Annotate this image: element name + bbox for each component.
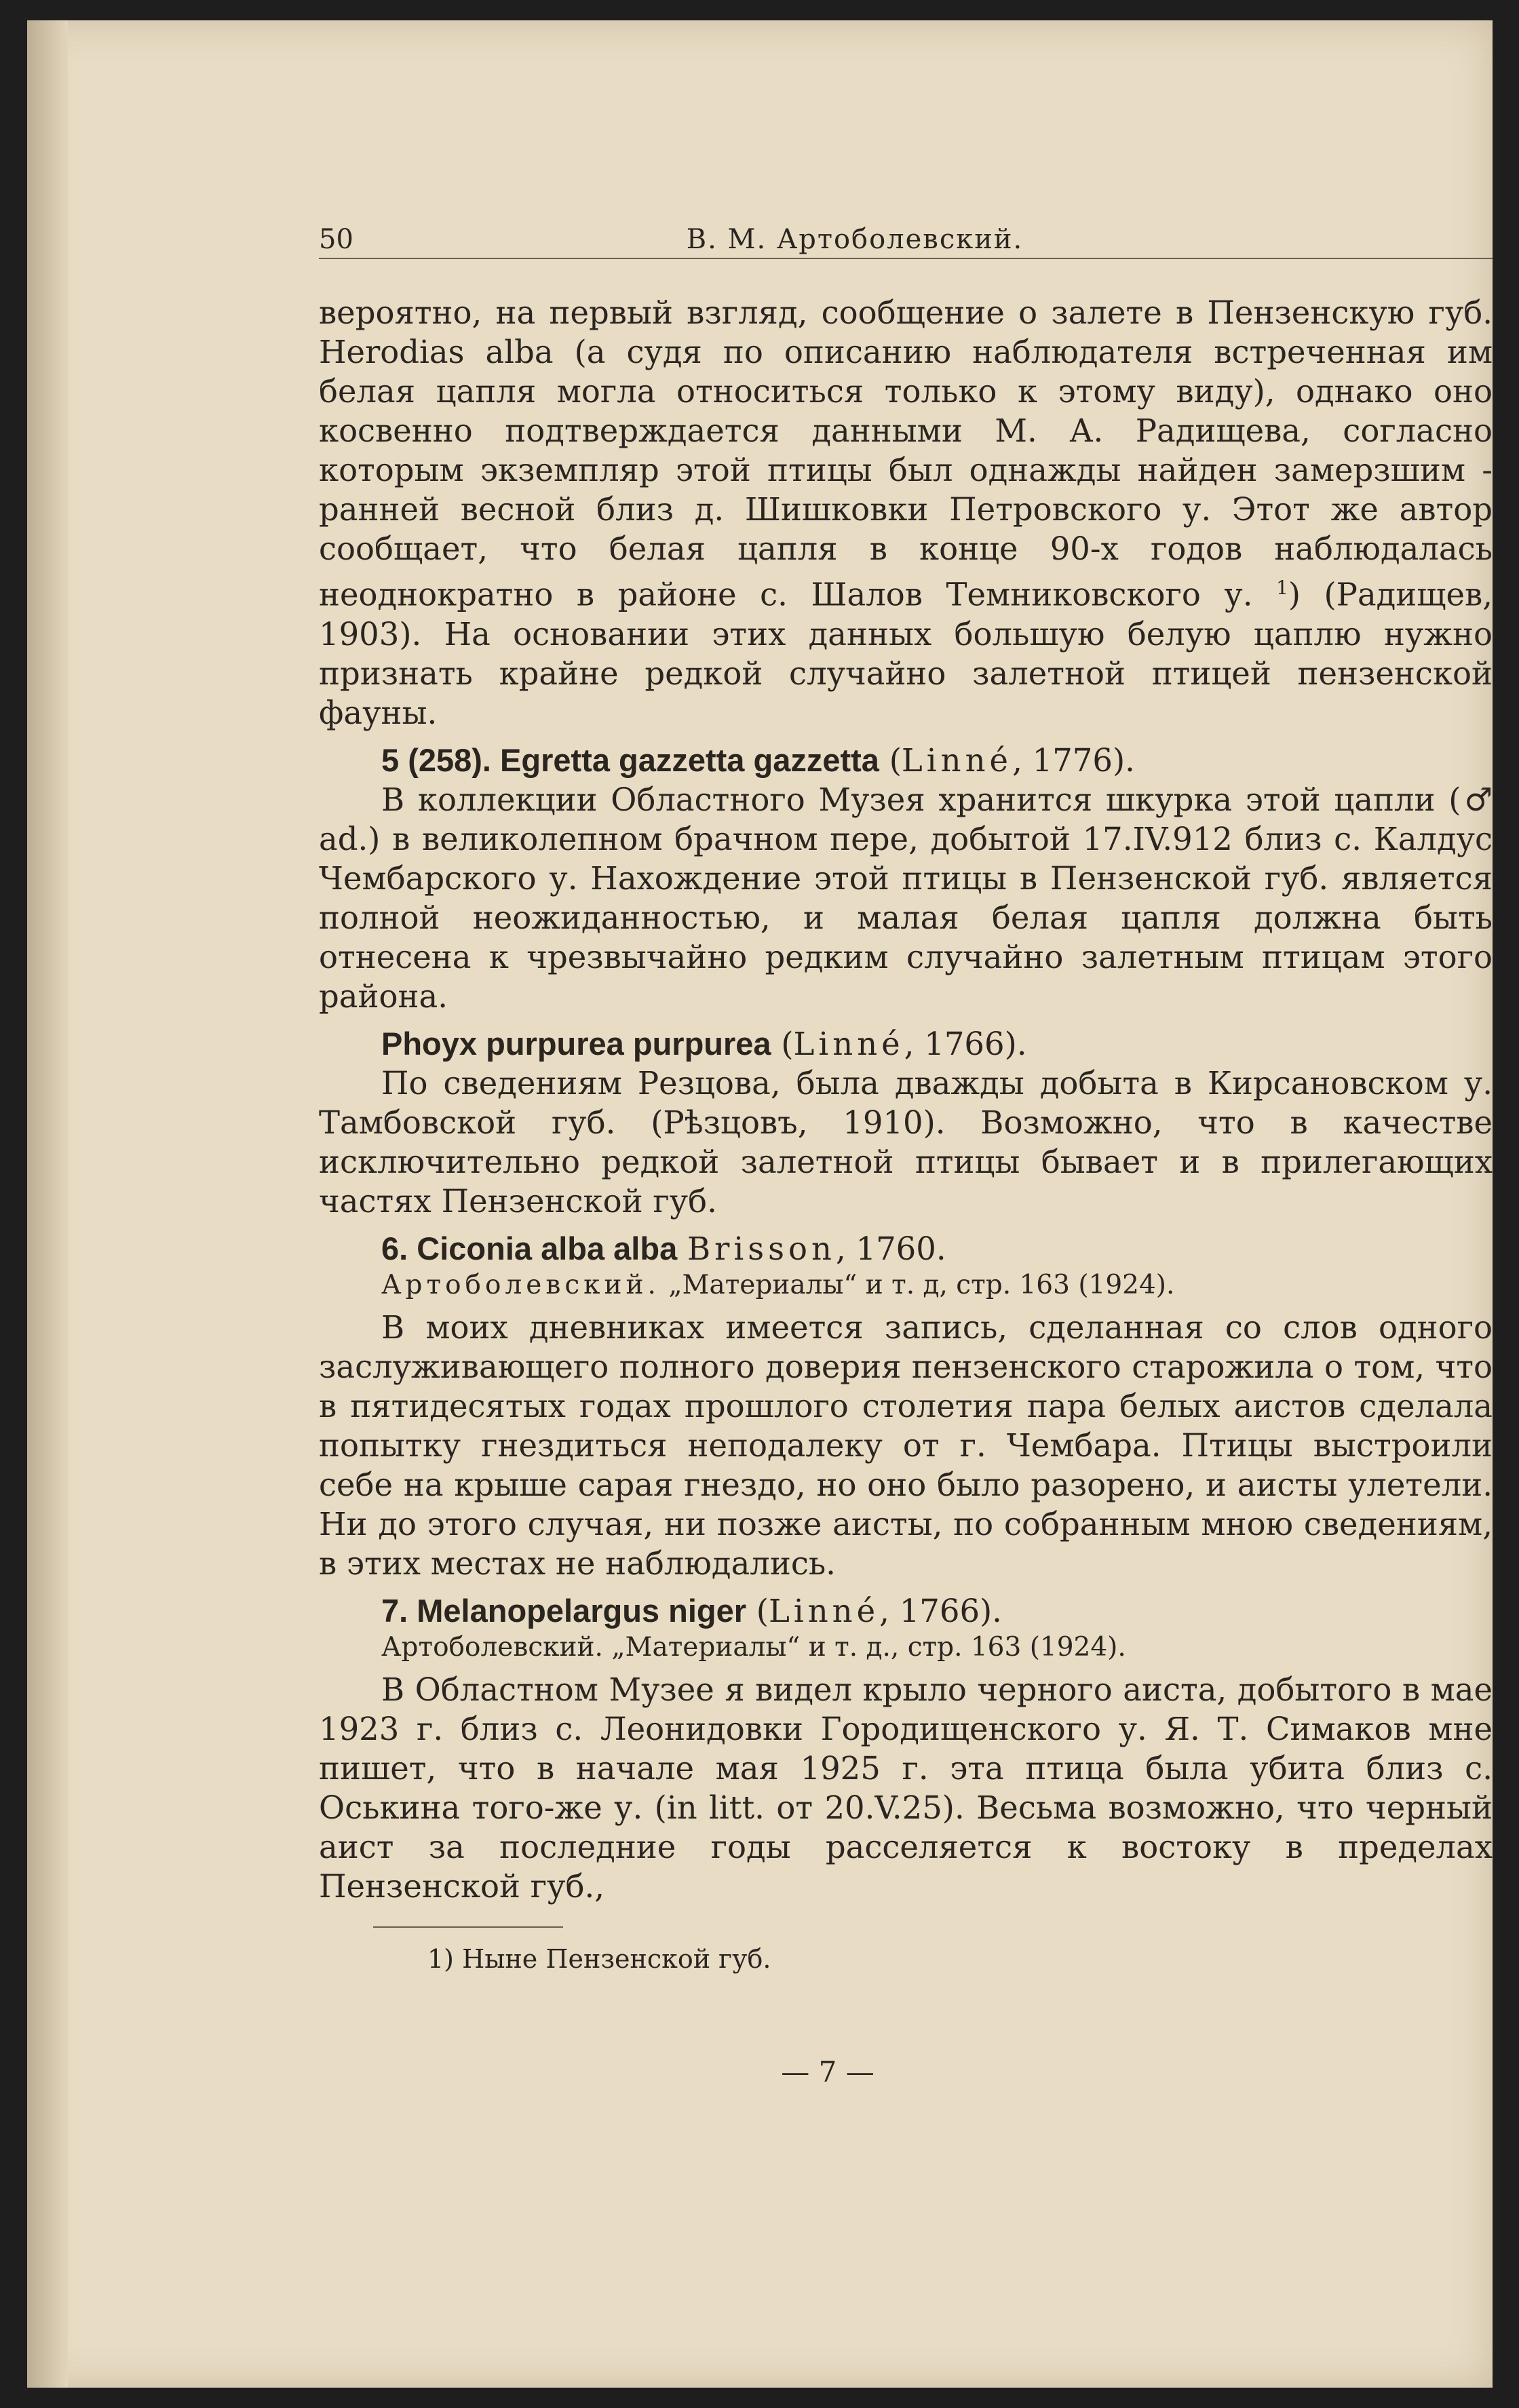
species-name-phoyx: Phoyx purpurea purpurea bbox=[381, 1025, 771, 1062]
species-heading-phoyx: Phoyx purpurea purpurea (Linné, 1766). bbox=[381, 1025, 1027, 1062]
page-content bbox=[319, 224, 1493, 2089]
species-year-egretta: , 1776). bbox=[1012, 741, 1135, 779]
running-head: В. М. Артоболевский. bbox=[686, 224, 1024, 255]
page-number: 50 bbox=[319, 224, 353, 255]
body-text bbox=[319, 293, 1493, 1906]
species-year-melanopelargus: , 1766). bbox=[879, 1592, 1002, 1629]
paragraph-phoyx: По сведениям Резцова, была дважды добыта в Кирсановском у. Тамбовской губ. (Рѣзцовъ, 1910). Возможно, что в качестве исключительно редкой залетной птицы бывает и в прилегающих частях Пензенской губ. bbox=[319, 1064, 1493, 1220]
species-year-phoyx: , 1766). bbox=[904, 1025, 1027, 1062]
paragraph-herodias: вероятно, на первый взгляд, сообщение о залете в Пензенскую губ. Herodias alba (а судя по описанию наблюдателя встреченная им белая цапля могла относиться только к этому виду), однако оно косвенно подтверждается данными М. А. Радищева, согласно которым экземпляр этой птицы был однажды найден замерзшим - ранней весной близ д. Шишковки Петровского у. Этот же автор сообщает, что белая цапля в конце 90-х годов наблюдалась неоднократно в районе с. Шалов Темниковского у. $^1$) (Радищев, 1903). На основании этих данных большую белую цаплю нужно признать крайне редкой случайно залетной птицей пензенской фауны. bbox=[319, 294, 1493, 731]
species-year-ciconia: , 1760. bbox=[835, 1230, 946, 1267]
species-author-egretta: Linné bbox=[901, 741, 1013, 779]
paragraph-ciconia: В моих дневниках имеется запись, сделанная со слов одного заслуживающего полного доверия пензенского старожила о том, что в пятидесятых годах прошлого столетия пара белых аистов сделала попытку гнездиться неподалеку от г. Чембара. Птицы выстроили себе на крыше сарая гнездо, но оно было разорено, и аисты улетели. Ни до этого случая, ни позже аисты, по собранным мною сведениям, в этих местах не наблюдались. bbox=[319, 1308, 1493, 1582]
species-heading-ciconia bbox=[319, 1229, 1493, 1268]
footnote-mark: 1) bbox=[427, 1943, 455, 1974]
page-header bbox=[319, 224, 1493, 259]
paragraph-egretta: В коллекции Областного Музея хранится шкурка этой цапли (♂ ad.) в великолепном брачном пере, добытой 17.IV.912 близ с. Калдус Чембарского у. Нахождение этой птицы в Пензенской губ. является полной неожиданностью, и малая белая цапля должна быть отнесена к чрезвычайно редким случайно залетным птицам этого района. bbox=[319, 781, 1493, 1015]
footnote-divider bbox=[373, 1926, 563, 1928]
footnote bbox=[427, 1944, 1493, 1974]
species-name-ciconia: 6. Ciconia alba alba bbox=[381, 1230, 678, 1266]
reference-melanopelargus: Артоболевский. „Материалы“ и т. д., стр. 163 (1924). bbox=[381, 1631, 1126, 1663]
species-heading-egretta bbox=[319, 741, 1493, 780]
paper-sheet bbox=[27, 20, 1493, 2388]
paragraph-herodias-text: вероятно, на первый взгляд, сообщение о залете в Пензенскую губ. Herodias alba (а судя по описанию наблюдателя встреченная им белая цапля могла относиться только к этому виду), однако оно косвенно подтверждается данными М. А. Радищева, согласно которым экземпляр этой птицы был однажды найден замерзшим - ранней весной близ д. Шишковки Петровского у. Этот же автор сообщает, что белая цапля в конце 90-х годов наблюдалась неоднократно в районе с. Шалов Темниковского у. bbox=[319, 294, 1493, 613]
species-author-melanopelargus: Linné bbox=[768, 1592, 880, 1629]
species-name-egretta: 5 (258). Egretta gazzetta gazzetta bbox=[381, 741, 879, 778]
species-name-melanopelargus: 7. Melanopelargus niger bbox=[381, 1592, 747, 1629]
species-author-ciconia: Brisson bbox=[687, 1230, 836, 1267]
reference-ciconia bbox=[319, 1268, 1493, 1302]
folio: — 7 — bbox=[781, 2055, 874, 2089]
species-heading-melanopelargus: 7. Melanopelargus niger (Linné, 1766). bbox=[381, 1592, 1002, 1629]
species-open-paren: ( bbox=[889, 741, 902, 779]
reference-ciconia-author: Артоболевский. bbox=[381, 1269, 660, 1300]
reference-ciconia-rest: „Материалы“ и т. д, стр. 163 (1924). bbox=[659, 1269, 1175, 1300]
paragraph-melanopelargus: В Областном Музее я видел крыло черного аиста, добытого в мае 1923 г. близ с. Леонидовки Городищенского у. Я. Т. Симаков мне пишет, что в начале мая 1925 г. эта птица была убита близ с. Оськина того-же у. (in litt. от 20.V.25). Весьма возможно, что черный аист за последние годы расселяется к востоку в пределах Пензенской губ., bbox=[319, 1671, 1493, 1905]
footnote-ref: 1 bbox=[1276, 577, 1288, 599]
species-author-phoyx: Linné bbox=[793, 1025, 904, 1062]
paragraph-herodias-tail: (Радищев, 1903). На основании этих данных большую белую цаплю нужно признать крайне редкой случайно залетной птицей пензенской фауны. bbox=[319, 576, 1493, 731]
binding-edge bbox=[27, 20, 68, 2388]
footnote-text: Ныне Пензенской губ. bbox=[454, 1943, 771, 1974]
